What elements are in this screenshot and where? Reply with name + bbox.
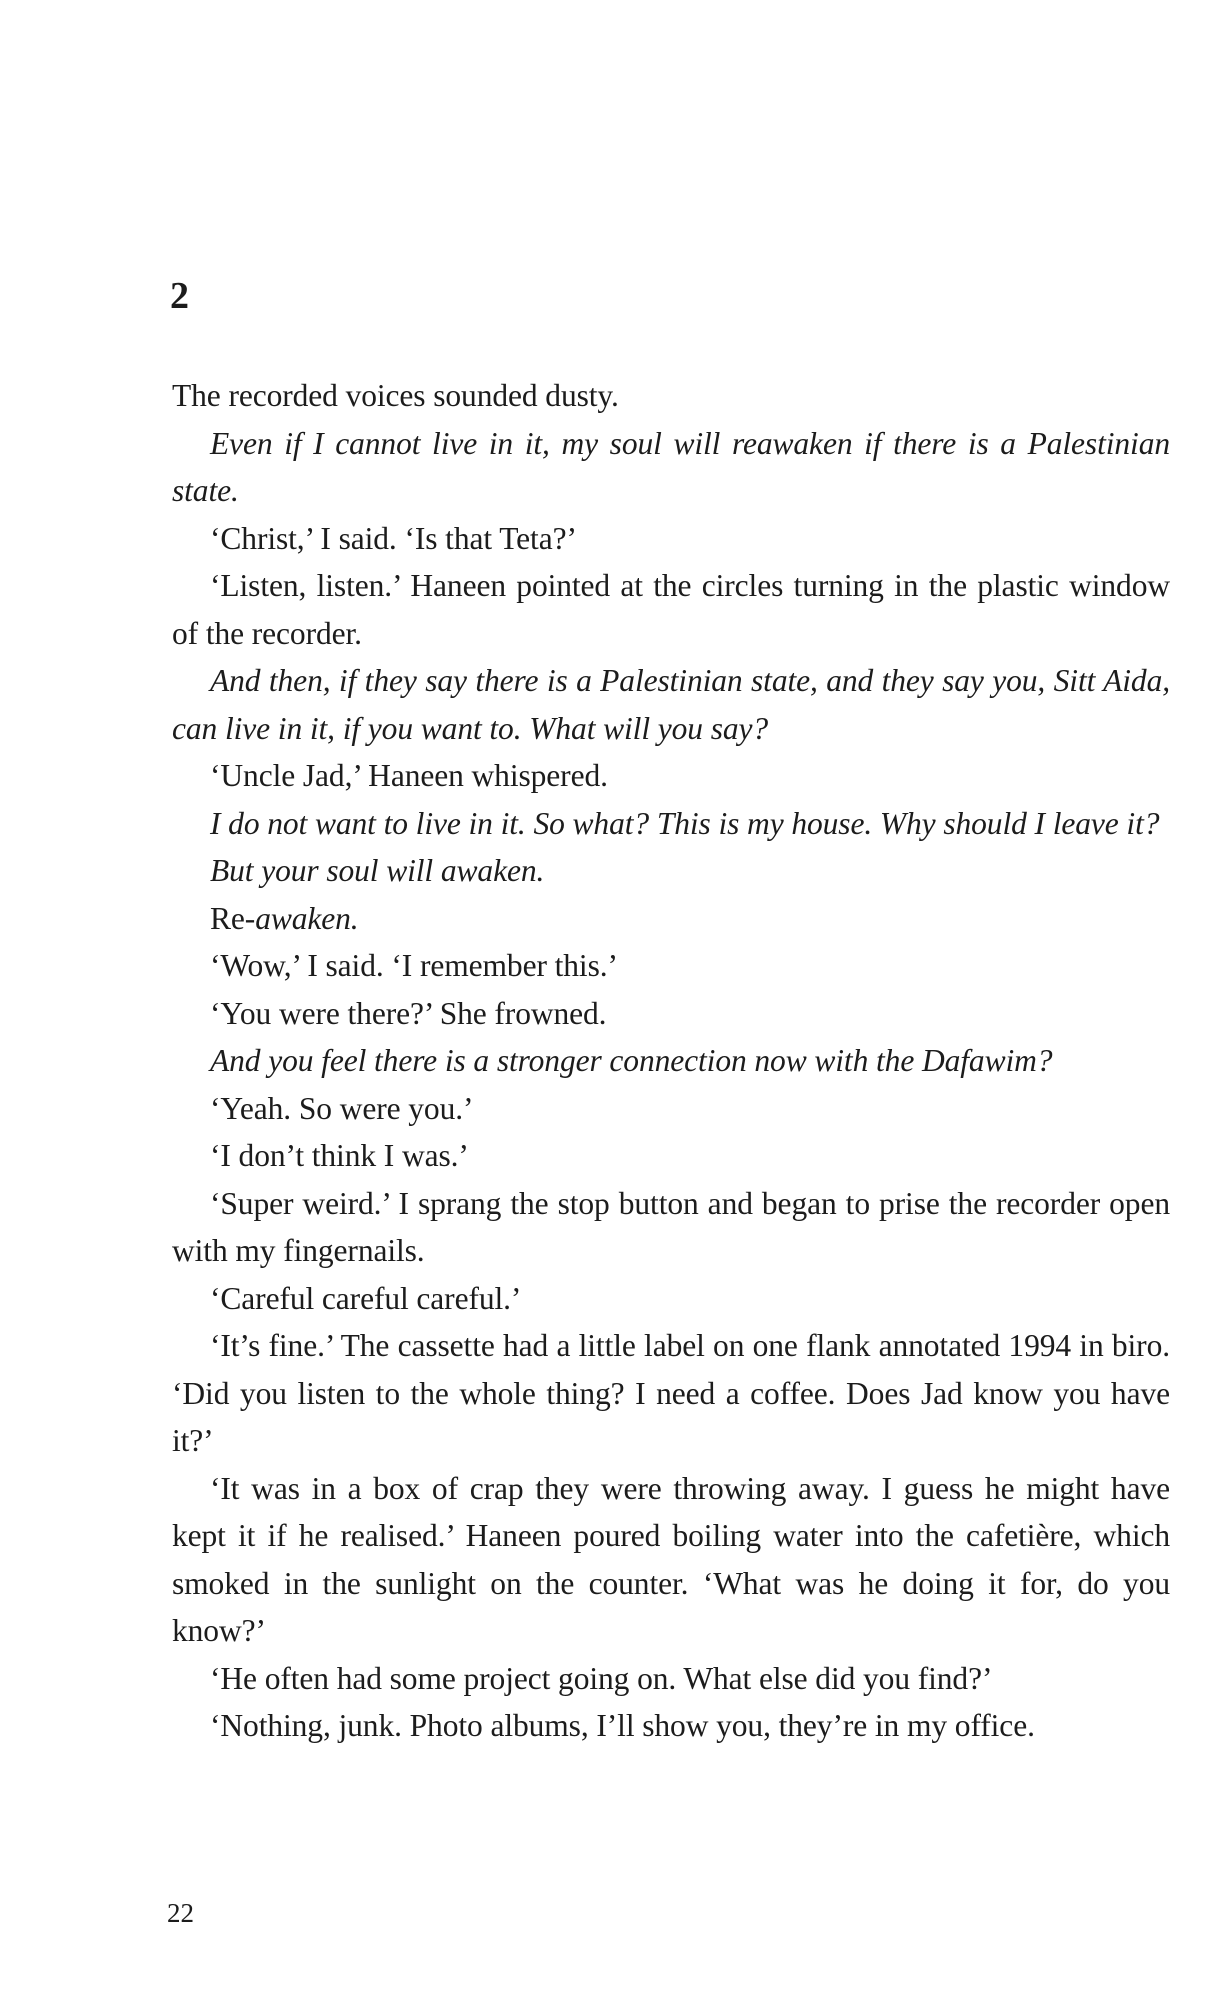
paragraph: ‘Uncle Jad,’ Haneen whispered. <box>210 758 608 793</box>
paragraph: ‘Yeah. So were you.’ <box>210 1090 474 1126</box>
body-text <box>172 372 1170 1750</box>
paragraph: And you feel there is a stronger connection now with the Dafawim? <box>210 1043 1053 1078</box>
page-number: 22 <box>167 1898 194 1928</box>
paragraph: ‘Super weird.’ I sprang the stop button and began to prise the recorder open with my fingernails. <box>172 1185 1170 1268</box>
paragraph: I do not want to live in it. So what? This is my house. Why should I leave it? <box>210 805 1160 841</box>
paragraph: ‘Wow,’ I said. ‘I remember this.’ <box>210 948 618 983</box>
paragraph: ‘I don’t think I was.’ <box>210 1138 469 1173</box>
paragraph: The recorded voices sounded dusty. <box>172 378 619 413</box>
paragraph: Even if I cannot live in it, my soul will reawaken if there is a Palestinian state. <box>172 425 1170 508</box>
paragraph: ‘You were there?’ She frowned. <box>210 995 607 1031</box>
paragraph: ‘Nothing, junk. Photo albums, I’ll show you, they’re in my office. <box>210 1708 1035 1743</box>
paragraph: ‘Listen, listen.’ Haneen pointed at the circles turning in the plastic window of the recorder. <box>172 568 1170 651</box>
paragraph: ‘It’s fine.’ The cassette had a little label on one flank annotated 1994 in biro. ‘Did you listen to the whole thing? I need a coffee. Does Jad know you have it?’ <box>172 1328 1170 1458</box>
chapter-number: 2 <box>170 275 189 317</box>
paragraph: ‘Careful careful careful.’ <box>210 1280 522 1316</box>
paragraph: ‘It was in a box of crap they were throwing away. I guess he might have kept it if he realised.’ Haneen poured boiling water into the cafetière, which smoked in the sunlight on the counter. ‘What was he doing it for, do you know?’ <box>172 1470 1170 1648</box>
roman-prefix: Re- <box>210 900 256 936</box>
italic-suffix: awaken. <box>255 900 359 936</box>
paragraph: And then, if they say there is a Palestinian state, and they say you, Sitt Aida, can live in it, if you want to. What will you say? <box>172 663 1170 746</box>
paragraph: ‘He often had some project going on. What else did you find?’ <box>210 1660 993 1696</box>
paragraph: But your soul will awaken. <box>210 853 545 888</box>
paragraph <box>172 895 1170 943</box>
paragraph: ‘Christ,’ I said. ‘Is that Teta?’ <box>210 520 577 556</box>
